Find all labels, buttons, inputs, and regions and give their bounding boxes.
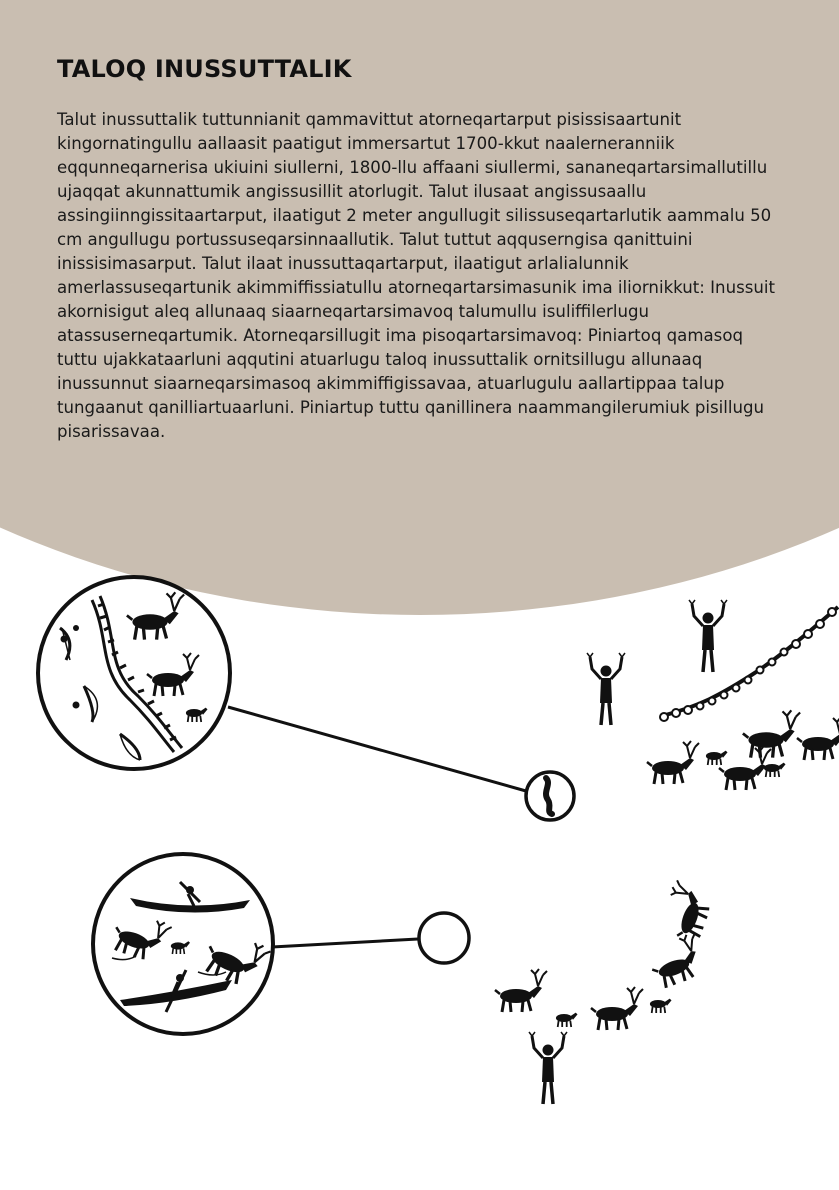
connector-line-upper <box>228 707 526 791</box>
hunter-figures-upper <box>587 600 839 790</box>
stone-fence-line <box>660 607 838 721</box>
small-circle-upper <box>526 772 574 820</box>
connector-line-lower <box>272 939 418 947</box>
body-paragraph: Talut inussuttalik tuttunnianit qammavittut atorneqartarput pisissisaartunit kingornatingullu aallaasit paatigut immersartut 1700-kkut naalerneranniik eqqunneqarnerisa ukiuini siullerni, 1800-llu affaani siullermi, sananeqartarsimallutillu ujaqqat akunnattumik angissusillit atorlugit. Talut ilusaat angissusaallu assingiinngissitaartarput, ilaatigut 2 meter angullugit silissuseqartarlutik aammalu 50 cm angullugu portussuseqarsinnaallutik. Talut tuttut aqquserngisa qanittuini inissisimasarput. Talut ilaat inussuttaqartarput, ilaatigut arlalialunnik amerlassuseqartunik akimmiffissiatullu atorneqartarsimasunik ima iliornikkut: Inussuit akornisigut aleq allunaaq siaarneqartarsimavoq talumullu isuliffilerlugu atassuserneqartumik. Atorneqarsillugit ima pisoqartarsimavoq: Piniartoq qamasoq tuttu ujakkataarluni aqqutini atuarlugu taloq inussuttalik ornitsillugu allunaaq inussunnut siaarneqarsimasoq akimmiffigissavaa, atuarlugulu aallartippaa talup tungaanut qanilliartuaarluni. Piniartup tuttu qanillinera naammangilerumiuk pisillugu pisarissavaa. <box>57 110 776 441</box>
magnified-circle-upper <box>38 577 230 769</box>
page-title: TALOQ INUSSUTTALIK <box>57 55 352 83</box>
hunter-figures-lower <box>495 880 716 1104</box>
magnified-circle-lower <box>93 854 273 1034</box>
small-circle-lower <box>419 913 469 963</box>
